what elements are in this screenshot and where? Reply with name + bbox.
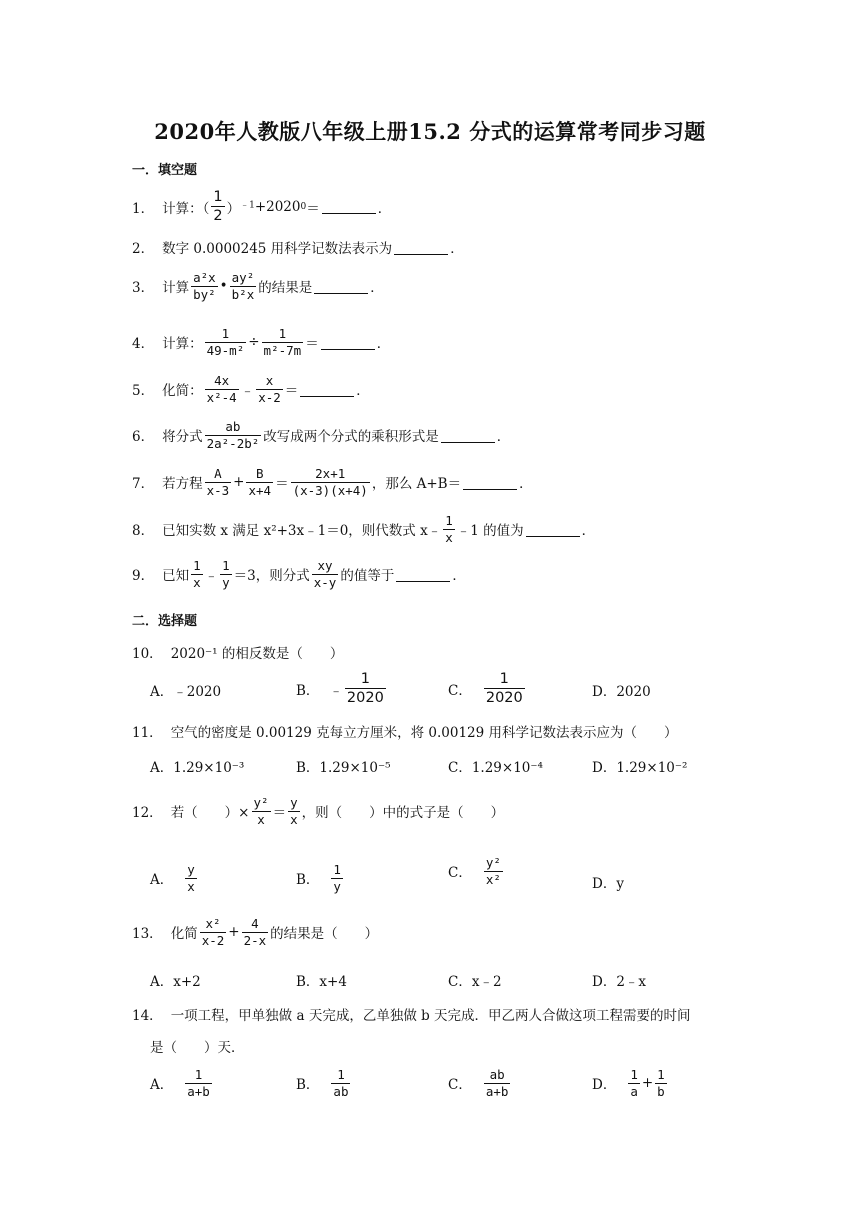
- answer-blank: [394, 240, 448, 255]
- denominator: 2: [213, 208, 223, 225]
- numerator: 2x+1: [315, 466, 346, 481]
- numerator: 1: [222, 558, 230, 573]
- exponent: ﹣1: [240, 200, 255, 211]
- question-number: 7．: [132, 476, 155, 493]
- fraction: [484, 1067, 511, 1099]
- denominator: ab: [333, 1083, 349, 1099]
- numerator: A: [214, 466, 222, 481]
- question-text: 的值等于: [340, 568, 395, 585]
- fraction: [205, 373, 239, 405]
- option-a: A．1.29×10⁻³: [150, 760, 245, 776]
- question-text: 化简: [170, 926, 198, 943]
- option-c: C．x﹣2: [448, 974, 502, 990]
- numerator: y²: [485, 855, 501, 870]
- question-number: 8．: [132, 523, 155, 540]
- question-text: 计算：（: [162, 200, 210, 217]
- period: ．: [370, 280, 384, 297]
- fraction: [191, 558, 203, 590]
- question-1: 1． 计算：（ $\frac{1}{2}$ ）$^{﹣1}$ +2020 0 ＝ ．: [132, 189, 392, 225]
- fraction: [484, 855, 503, 887]
- equals-sign: ＝: [305, 336, 319, 353]
- question-10: [132, 642, 343, 662]
- numerator: y²: [253, 795, 269, 810]
- equals-sign: ＝: [284, 383, 299, 400]
- denominator: x²: [485, 871, 501, 887]
- question-text: 一项工程，甲单独做 a 天完成，乙单独做 b 天完成．甲乙两人合做这项工程需要的时间: [170, 1008, 691, 1024]
- question-text: 空气的密度是 0.00129 克每立方厘米，将 0.00129 用科学记数法表示应为（ ）: [170, 725, 678, 741]
- question-number: 10．: [132, 646, 163, 662]
- question-number: 4．: [132, 336, 155, 353]
- question-text: ，则（ ）中的式子是（ ）: [301, 805, 505, 822]
- answer-blank: [463, 475, 517, 490]
- numerator: 1: [630, 1067, 638, 1082]
- fraction: [628, 1067, 640, 1099]
- option-d: D．2020: [592, 684, 651, 700]
- fraction: [200, 916, 227, 948]
- option-b: [296, 670, 388, 707]
- fraction: [205, 419, 262, 451]
- denominator: b: [657, 1083, 665, 1099]
- question-number: 11．: [132, 725, 163, 741]
- numerator: B: [256, 466, 264, 481]
- question-text: 数字 0.0000245 用科学记数法表示为: [162, 241, 393, 257]
- option-d: D．2﹣x: [592, 974, 647, 990]
- numerator: 1: [221, 326, 230, 341]
- equals-sign: ＝: [272, 805, 287, 822]
- option-a: [150, 1067, 214, 1099]
- numerator: x: [265, 373, 274, 388]
- numerator: a²x: [193, 270, 216, 285]
- fraction: [443, 513, 455, 545]
- question-number: 13．: [132, 926, 163, 943]
- numerator: y: [187, 862, 195, 877]
- multiply-dot: •: [219, 278, 228, 295]
- question-text: 化简：: [162, 383, 203, 400]
- denominator: x: [257, 811, 265, 827]
- option-c: [448, 1067, 512, 1099]
- fraction: [256, 373, 283, 405]
- question-number: 5．: [132, 383, 155, 400]
- option-label: D．: [592, 1077, 617, 1094]
- denominator: y: [333, 878, 341, 894]
- plus-sign: +: [641, 1075, 654, 1092]
- answer-blank: [300, 382, 354, 397]
- denominator: x+4: [248, 482, 272, 498]
- answer-blank: [321, 335, 375, 350]
- question-text: 已知实数 x 满足 x²+3x﹣1＝0，则代数式 x﹣: [162, 523, 442, 540]
- question-text: 计算：: [162, 336, 203, 353]
- minus-sign: ﹣: [204, 568, 219, 585]
- numerator: y: [290, 795, 298, 810]
- period: ．: [519, 476, 533, 493]
- question-number: 3．: [132, 280, 155, 297]
- question-text: 的结果是: [258, 280, 313, 297]
- equals-sign: ＝: [275, 476, 289, 493]
- numerator: x²: [205, 916, 221, 931]
- denominator: x-2: [201, 932, 225, 948]
- option-label: A．: [150, 1077, 174, 1094]
- plus-sign: +: [228, 924, 240, 941]
- question-9: [132, 558, 466, 590]
- answer-blank: [441, 428, 495, 443]
- fraction: [205, 326, 247, 358]
- denominator: x: [187, 878, 195, 894]
- answer-blank: [322, 199, 376, 214]
- denominator: x: [445, 529, 453, 545]
- option-label: A．: [150, 872, 174, 889]
- option-b: [296, 862, 345, 894]
- numerator: 1: [337, 1067, 345, 1082]
- denominator: 2020: [346, 690, 384, 707]
- question-number: 1．: [132, 200, 155, 217]
- fraction: [655, 1067, 667, 1099]
- question-14: [132, 1004, 691, 1024]
- denominator: 49-m²: [206, 342, 245, 358]
- option-c: [448, 855, 505, 887]
- option-a: [150, 862, 199, 894]
- equals-sign: ＝: [306, 200, 320, 217]
- numerator: 4x: [214, 373, 230, 388]
- option-label: C．: [448, 865, 472, 882]
- option-c: C．1.29×10⁻⁴: [448, 760, 543, 776]
- question-11: [132, 721, 678, 741]
- numerator: xy: [317, 558, 333, 573]
- denominator: a+b: [485, 1083, 509, 1099]
- question-text: 已知: [162, 568, 190, 585]
- period: ．: [450, 241, 464, 257]
- option-b: B．1.29×10⁻⁵: [296, 760, 391, 776]
- option-b: B．x+4: [296, 974, 347, 990]
- fraction: [345, 670, 386, 707]
- question-number: 9．: [132, 568, 155, 585]
- numerator: 1: [278, 326, 287, 341]
- numerator: ab: [225, 419, 241, 434]
- question-number: 6．: [132, 429, 155, 446]
- fraction: [191, 270, 218, 302]
- question-text: 2020⁻¹ 的相反数是（ ）: [170, 646, 344, 662]
- option-a: A．﹣2020: [150, 684, 222, 700]
- fraction: [262, 326, 304, 358]
- numerator: 1: [193, 558, 201, 573]
- numerator: ab: [489, 1067, 505, 1082]
- question-text: 若方程: [162, 476, 203, 493]
- denominator: x: [193, 574, 201, 590]
- question-text: ，那么 A+B＝: [371, 476, 462, 493]
- option-a: A．x+2: [150, 974, 201, 990]
- period: ．: [356, 383, 370, 400]
- fraction: [312, 558, 339, 590]
- numerator: 4: [251, 916, 259, 931]
- question-text: 计算: [162, 280, 190, 297]
- denominator: x-y: [313, 574, 337, 590]
- fraction: [185, 862, 197, 894]
- question-text: 的结果是（ ）: [270, 926, 379, 943]
- option-c: [448, 670, 527, 707]
- question-8: [132, 513, 595, 545]
- period: ．: [376, 336, 391, 353]
- section-heading-fill-blank: 一．填空题: [132, 163, 198, 178]
- fraction: [331, 862, 343, 894]
- option-label: B．: [296, 682, 320, 699]
- question-text: 若（ ）×: [170, 805, 250, 822]
- option-label: B．: [296, 1077, 320, 1094]
- minus-sign: ﹣: [240, 383, 255, 400]
- question-7: [132, 466, 533, 498]
- fraction: [230, 270, 257, 302]
- denominator: 2a²-2b²: [206, 435, 260, 451]
- question-text: 改写成两个分式的乘积形式是: [263, 429, 439, 446]
- option-d: D．y: [592, 876, 624, 892]
- option-d: D．1.29×10⁻²: [592, 760, 688, 776]
- answer-blank: [314, 279, 368, 294]
- denominator: by²: [193, 286, 216, 302]
- numerator: 1: [360, 671, 370, 687]
- question-text: ﹣1 的值为: [456, 523, 524, 540]
- fraction: [288, 795, 300, 827]
- question-text: ＝3，则分式: [233, 568, 310, 585]
- numerator: ay²: [231, 270, 255, 285]
- fraction: [185, 1067, 212, 1099]
- question-number: 14．: [132, 1008, 163, 1024]
- section-heading-multiple-choice: 二．选择题: [132, 614, 198, 629]
- fraction: [252, 795, 271, 827]
- fraction: [246, 466, 273, 498]
- denominator: x-3: [206, 482, 230, 498]
- option-label: C．: [448, 1077, 472, 1094]
- denominator: x: [290, 811, 298, 827]
- question-4: [132, 326, 390, 358]
- denominator: 2-x: [243, 932, 267, 948]
- denominator: 2020: [485, 690, 523, 707]
- fraction: [331, 1067, 350, 1099]
- plus-sign: +: [233, 474, 245, 491]
- option-d: [592, 1067, 669, 1099]
- question-number: 2．: [132, 241, 155, 257]
- question-12: [132, 795, 504, 827]
- denominator: x-2: [258, 389, 281, 405]
- fraction: [242, 916, 269, 948]
- question-5: [132, 373, 370, 405]
- option-label: C．: [448, 682, 472, 699]
- question-6: [132, 419, 510, 451]
- denominator: (x-3)(x+4): [292, 482, 368, 498]
- numerator: 1: [333, 862, 341, 877]
- question-text: 将分式: [162, 429, 203, 446]
- option-b: [296, 1067, 352, 1099]
- question-14-continued: 是（ ）天．: [150, 1040, 245, 1056]
- numerator: 1: [499, 671, 509, 687]
- numerator: 1: [194, 1067, 203, 1082]
- denominator: b²x: [231, 286, 255, 302]
- option-label: B．: [296, 872, 320, 889]
- question-3: [132, 270, 384, 302]
- numerator: 1: [213, 189, 223, 205]
- question-text: +2020: [254, 198, 301, 215]
- denominator: a+b: [187, 1083, 210, 1099]
- denominator: x²-4: [206, 389, 237, 405]
- denominator: a: [630, 1083, 638, 1099]
- fraction: [484, 670, 525, 707]
- denominator: y: [222, 574, 230, 590]
- question-2: [132, 237, 464, 257]
- period: ．: [496, 429, 511, 446]
- answer-blank: [526, 522, 580, 537]
- denominator: m²-7m: [263, 342, 302, 358]
- numerator: 1: [445, 513, 453, 528]
- period: ．: [377, 200, 392, 217]
- page-title: 2020年人教版八年级上册15.2 分式的运算常考同步习题: [154, 119, 706, 144]
- numerator: 1: [657, 1067, 665, 1082]
- divide-sign: ÷: [248, 334, 260, 351]
- period: ．: [452, 568, 466, 585]
- question-number: 12．: [132, 805, 163, 822]
- fraction: [291, 466, 370, 498]
- question-13: [132, 916, 378, 948]
- fraction: [220, 558, 232, 590]
- answer-blank: [396, 567, 450, 582]
- period: ．: [581, 523, 596, 540]
- fraction: [205, 466, 232, 498]
- fraction: [211, 188, 224, 225]
- minus-sign: ﹣: [329, 682, 343, 699]
